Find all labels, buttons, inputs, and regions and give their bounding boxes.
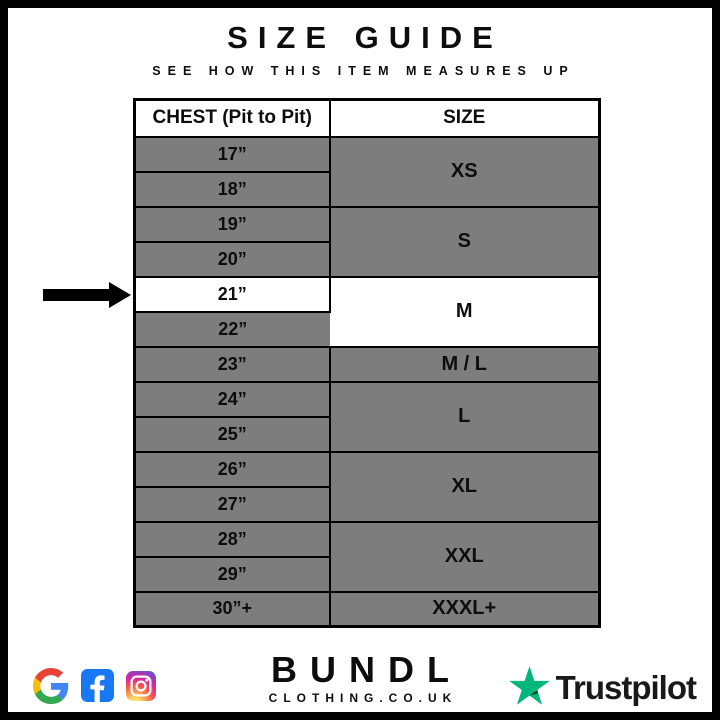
brand-domain: CLOTHING.CO.UK [268, 691, 458, 705]
chest-cell-24: 24” [135, 382, 330, 417]
size-cell-xs: XS [330, 137, 600, 207]
arrow-head [109, 282, 131, 308]
table-row [135, 347, 600, 382]
table-row [135, 382, 600, 417]
table-row [135, 452, 600, 487]
size-table [133, 98, 601, 628]
size-cell-m-l: M / L [330, 347, 600, 382]
chest-cell-17: 17” [135, 137, 330, 172]
page-title: SIZE GUIDE [227, 20, 503, 55]
arrow-shaft [43, 289, 110, 301]
size-cell-l: L [330, 382, 600, 452]
page-subtitle: SEE HOW THIS ITEM MEASURES UP [152, 64, 575, 78]
size-cell-xxxlplus: XXXL+ [330, 592, 600, 627]
chest-cell-28: 28” [135, 522, 330, 557]
chest-cell-23: 23” [135, 347, 330, 382]
size-cell-m-highlighted: M [330, 277, 600, 347]
table-row [135, 207, 600, 242]
highlight-arrow-icon [43, 282, 131, 308]
size-column-header: SIZE [330, 100, 600, 137]
chest-cell-19: 19” [135, 207, 330, 242]
trustpilot-star-icon [509, 666, 550, 710]
trustpilot-label: Trustpilot [555, 669, 696, 706]
chest-cell-26: 26” [135, 452, 330, 487]
table-row [135, 592, 600, 627]
table-header-row [135, 100, 600, 137]
chest-cell-22: 22” [135, 312, 330, 347]
brand-name: BUNDL [271, 649, 462, 690]
size-cell-xl: XL [330, 452, 600, 522]
table-row-highlighted [135, 277, 600, 312]
trustpilot-logo [509, 666, 696, 710]
size-cell-xxl: XXL [330, 522, 600, 592]
size-cell-s: S [330, 207, 600, 277]
chest-column-header: CHEST (Pit to Pit) [135, 100, 330, 137]
table-row [135, 137, 600, 172]
chest-cell-30plus: 30”+ [135, 592, 330, 627]
chest-cell-25: 25” [135, 417, 330, 452]
chest-cell-18: 18” [135, 172, 330, 207]
chest-cell-20: 20” [135, 242, 330, 277]
chest-cell-21-highlighted: 21” [135, 277, 330, 312]
chest-cell-27: 27” [135, 487, 330, 522]
chest-cell-29: 29” [135, 557, 330, 592]
table-row [135, 522, 600, 557]
